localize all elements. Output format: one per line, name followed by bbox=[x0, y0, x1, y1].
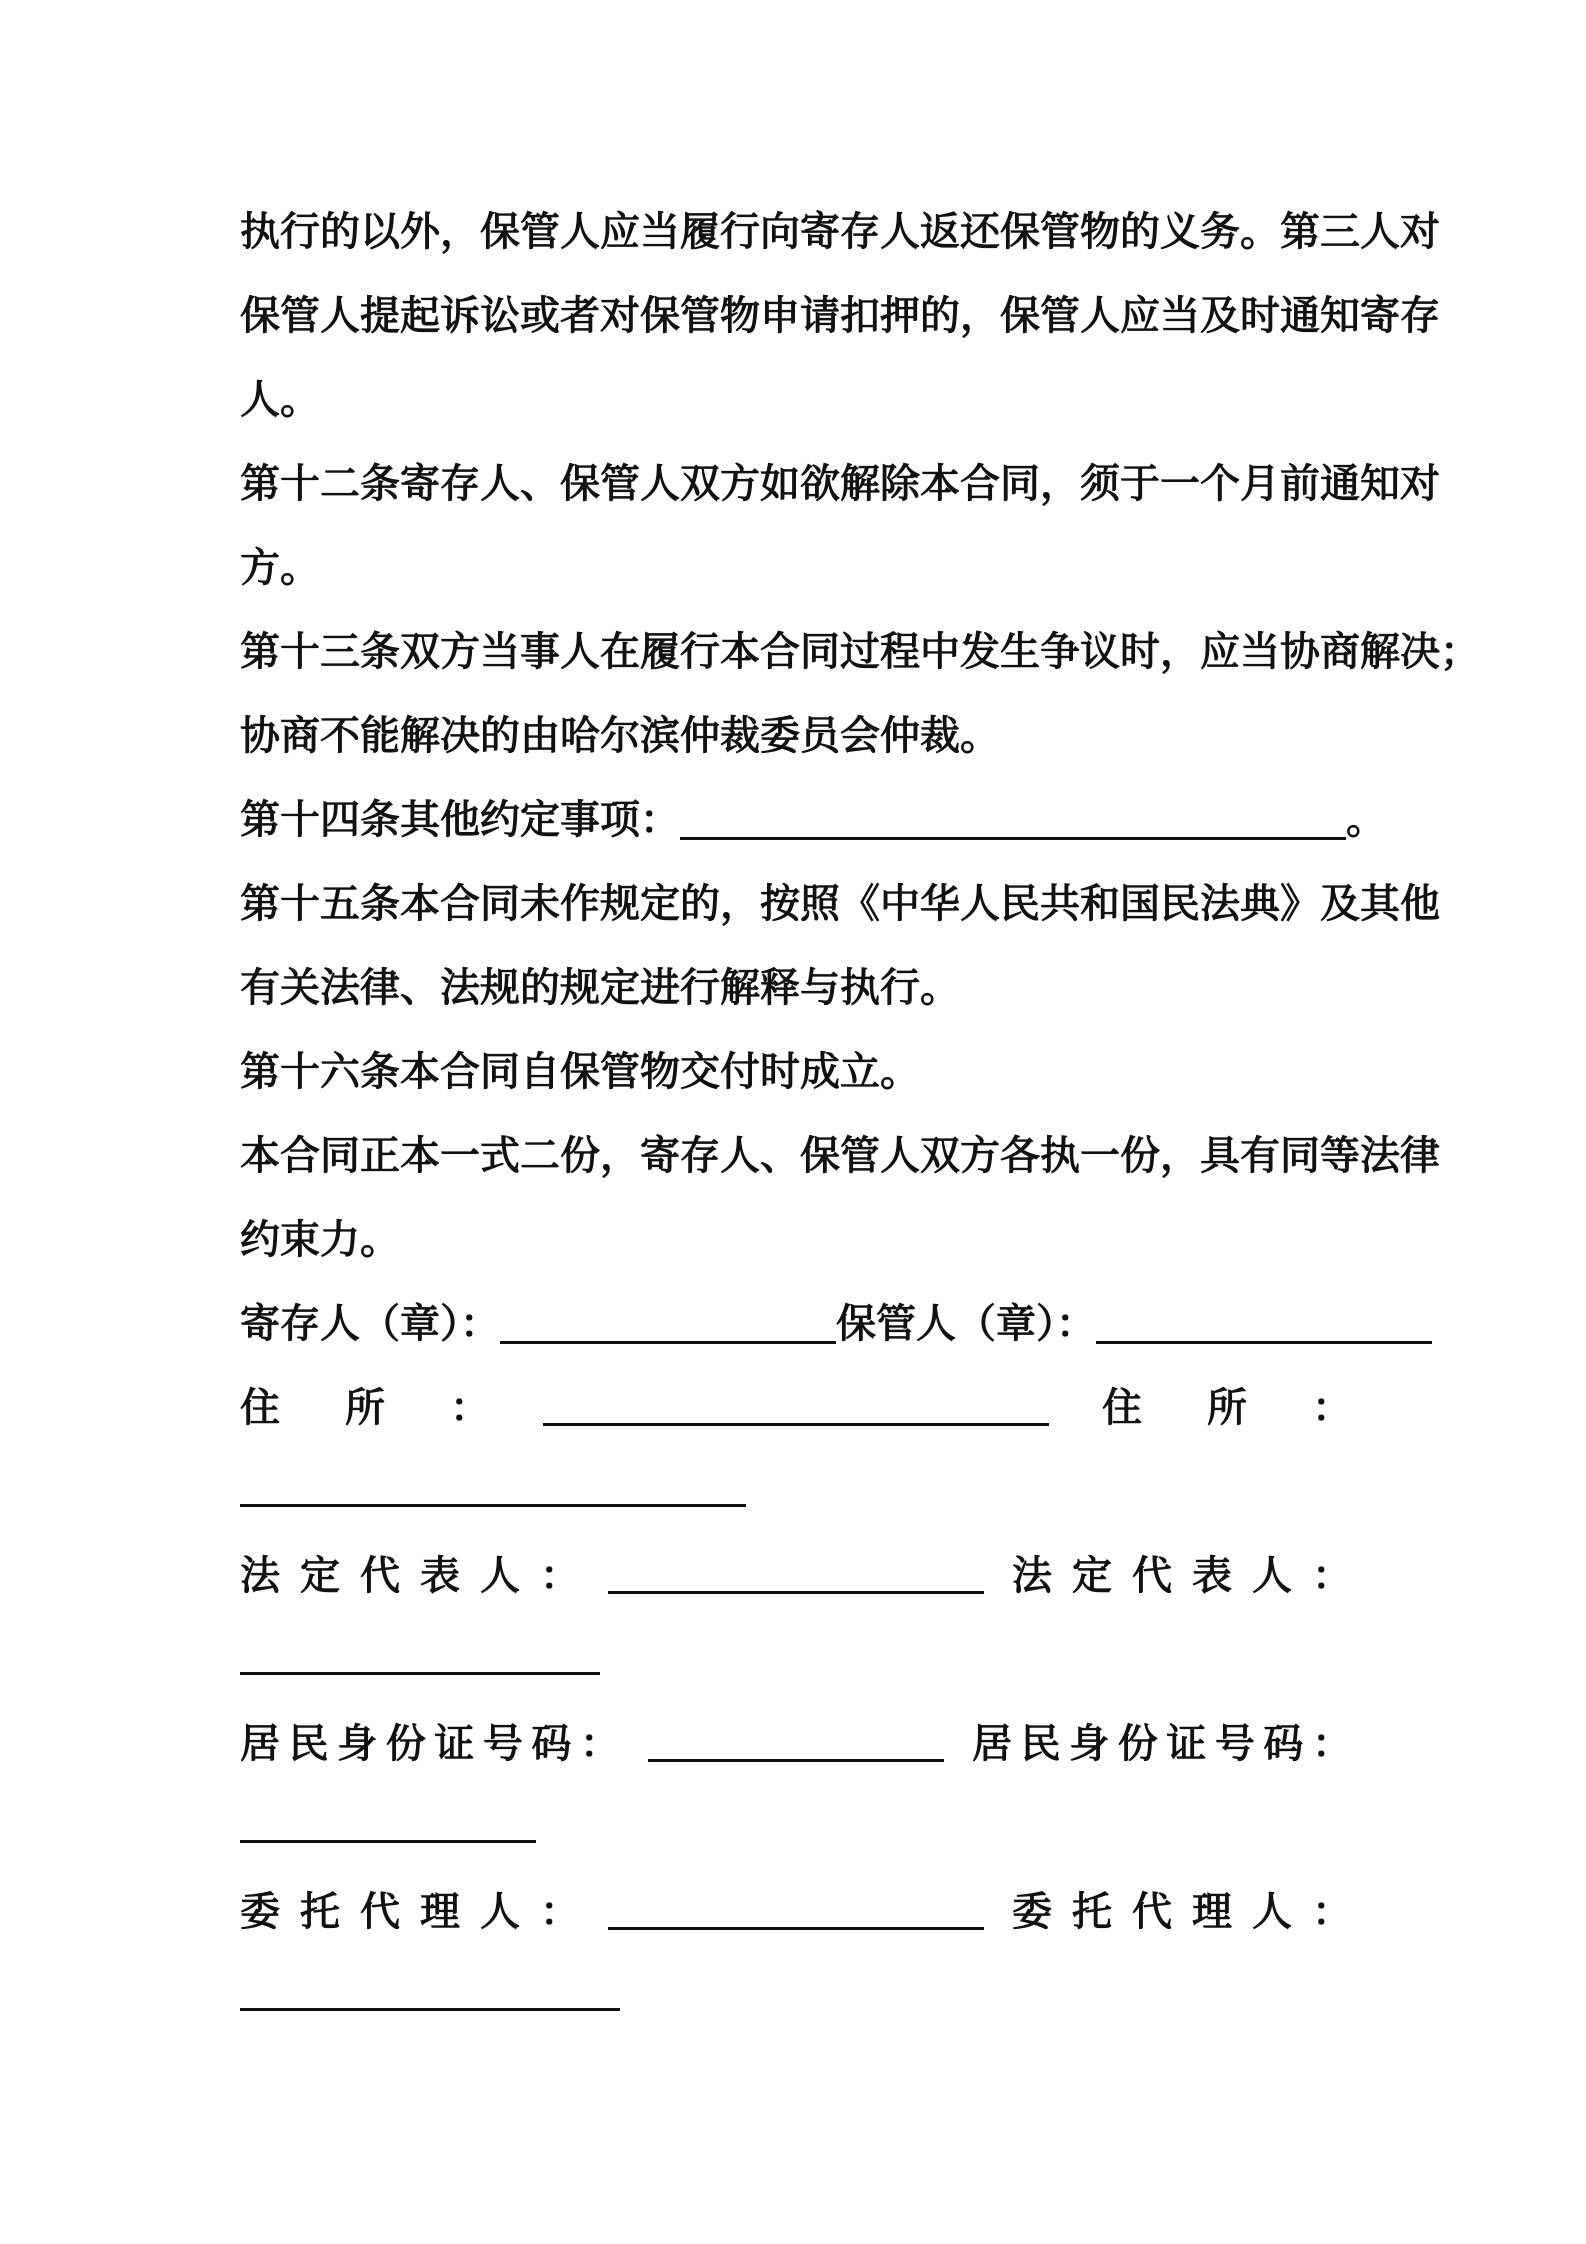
depositor-legal-rep-blank[interactable] bbox=[608, 1551, 984, 1594]
address-line bbox=[240, 1366, 1352, 1450]
article-14-label: 第十四条其他约定事项： bbox=[240, 797, 680, 843]
id-number-continuation bbox=[240, 1786, 1352, 1870]
depositor-address-blank[interactable] bbox=[543, 1383, 1049, 1426]
article-15-line: 第十五条本合同未作规定的，按照《中华人民共和国民法典》及其他 bbox=[240, 881, 1440, 927]
legal-rep-line bbox=[240, 1534, 1352, 1618]
paragraph-line: 人。 bbox=[240, 377, 320, 423]
custodian-legal-rep-blank[interactable] bbox=[240, 1632, 600, 1675]
agent-continuation bbox=[240, 1954, 1352, 2038]
custodian-seal-label: 保管人（章）： bbox=[836, 1301, 1096, 1347]
id-number-line bbox=[240, 1702, 1352, 1786]
id-label-right: 居 民 身 份 证 号 码 ： bbox=[972, 1721, 1352, 1767]
legal-rep-label-left: 法 定 代 表 人 ： bbox=[240, 1553, 580, 1599]
depositor-seal-label: 寄存人（章）： bbox=[240, 1301, 500, 1347]
article-13-line: 协商不能解决的由哈尔滨仲裁委员会仲裁。 bbox=[240, 713, 1000, 759]
address-label-left: 住 所 ： bbox=[240, 1385, 490, 1431]
article-13-line: 第十三条双方当事人在履行本合同过程中发生争议时，应当协商解决； bbox=[240, 629, 1480, 675]
paragraph-line: 保管人提起诉讼或者对保管物申请扣押的，保管人应当及时通知寄存 bbox=[240, 293, 1440, 339]
custodian-seal-blank[interactable] bbox=[1096, 1301, 1432, 1344]
agent-line bbox=[240, 1870, 1352, 1954]
legal-rep-continuation bbox=[240, 1618, 1352, 1702]
address-continuation bbox=[240, 1450, 1352, 1534]
agent-label-left: 委 托 代 理 人 ： bbox=[240, 1889, 580, 1935]
other-terms-blank[interactable] bbox=[680, 797, 1346, 840]
article-16-line: 第十六条本合同自保管物交付时成立。 bbox=[240, 1049, 920, 1095]
seal-line bbox=[240, 1282, 1352, 1366]
depositor-seal-blank[interactable] bbox=[500, 1301, 836, 1344]
article-15-line: 有关法律、法规的规定进行解释与执行。 bbox=[240, 965, 960, 1011]
custodian-address-blank[interactable] bbox=[240, 1464, 746, 1507]
id-label-left: 居 民 身 份 证 号 码 ： bbox=[240, 1721, 620, 1767]
depositor-id-blank[interactable] bbox=[648, 1719, 944, 1762]
custodian-agent-blank[interactable] bbox=[240, 1968, 620, 2011]
depositor-agent-blank[interactable] bbox=[608, 1887, 984, 1930]
article-14-end: 。 bbox=[1346, 797, 1386, 843]
article-14-line bbox=[240, 778, 1386, 862]
agent-label-right: 委 托 代 理 人 ： bbox=[1012, 1889, 1352, 1935]
copies-line: 约束力。 bbox=[240, 1217, 400, 1263]
contract-body bbox=[240, 190, 1480, 2038]
copies-line: 本合同正本一式二份，寄存人、保管人双方各执一份，具有同等法律 bbox=[240, 1133, 1440, 1179]
article-12-line: 第十二条寄存人、保管人双方如欲解除本合同，须于一个月前通知对 bbox=[240, 461, 1440, 507]
article-12-line: 方。 bbox=[240, 545, 320, 591]
legal-rep-label-right: 法 定 代 表 人 ： bbox=[1012, 1553, 1352, 1599]
custodian-id-blank[interactable] bbox=[240, 1800, 536, 1843]
paragraph-line: 执行的以外，保管人应当履行向寄存人返还保管物的义务。第三人对 bbox=[240, 209, 1440, 255]
address-label-right: 住 所 ： bbox=[1102, 1385, 1352, 1431]
